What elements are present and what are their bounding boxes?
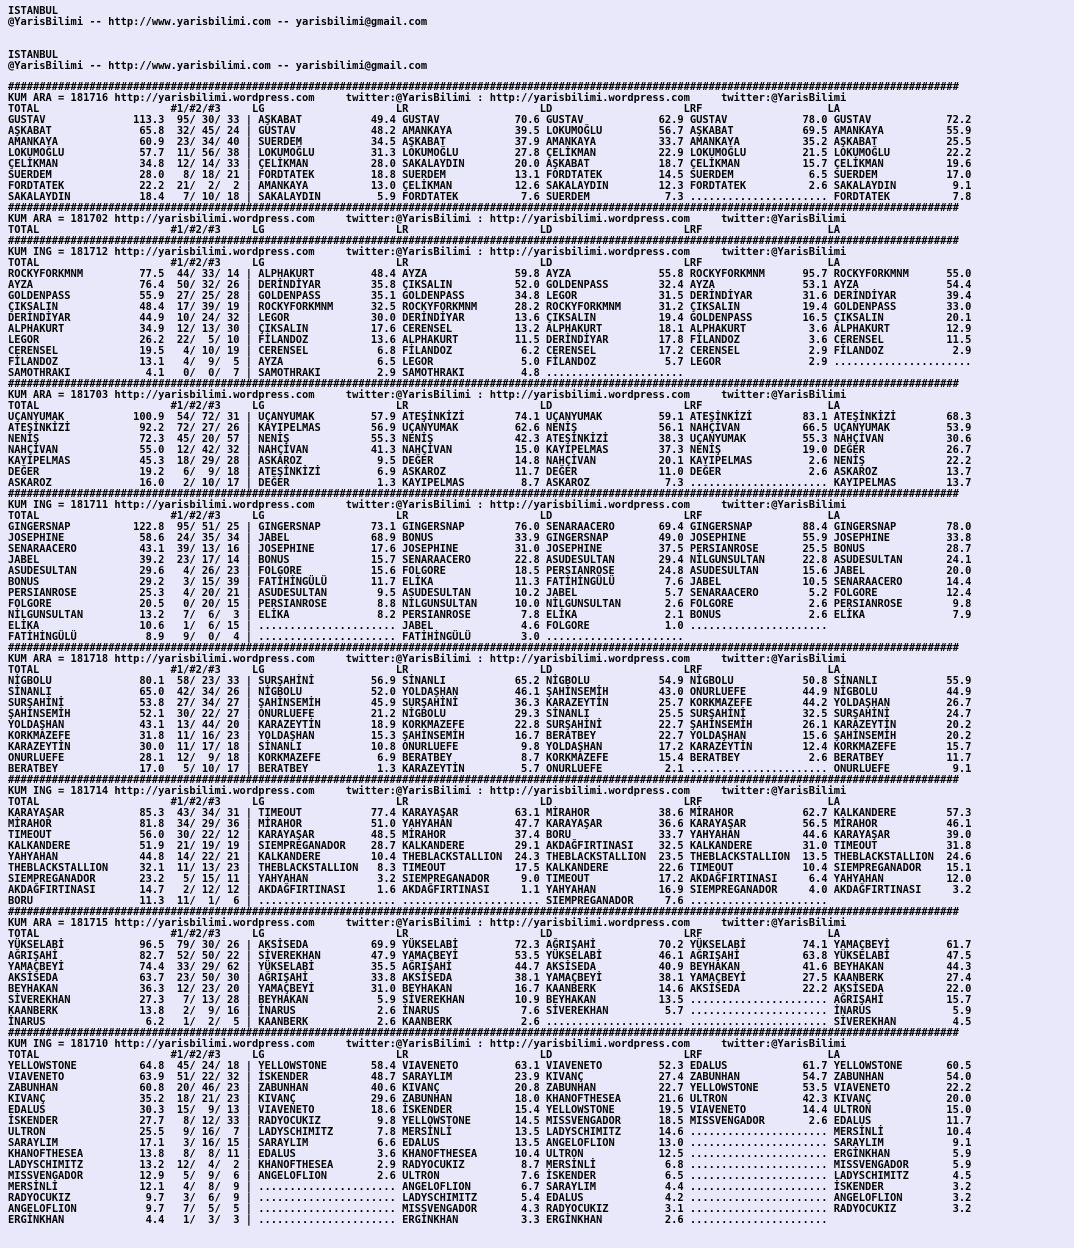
header-block-1 — [8, 6, 1074, 28]
city-title: ISTANBUL — [8, 49, 59, 61]
contact-line: @YarisBilimi -- http://www.yarisbilimi.com -- yarisbilimi@gmail.com — [8, 60, 428, 72]
race-section-kum-ing-181711: ######################################################################################################################################################## KUM ING = 181711 http://yarisbilimi.wordpress.com twitter:@YarisBilimi : http://yarisbilimi.wordpress.com twitter:@YarisBilimi TOTAL #1/#2/#3 LG LR LD LRF LA GINGERSNAP 122.8 95/ 51/ 25 | GINGERSNAP 73.1 GINGERSNAP 76.0 SENARAACERO 69.4 GINGERSNAP 88.4 GINGERSNAP 78.0 JOSEPHINE 58.6 24/ 35/ 34 | JABEL 68.9 BONUS 33.9 GINGERSNAP 49.0 JOSEPHINE 55.9 JOSEPHINE 33.8 SENARAACERO 43.1 39/ 13/ 16 | JOSEPHINE 17.6 JOSEPHINE 31.0 JOSEPHINE 37.5 PERSIANROSE 25.5 BONUS 28.7 JABEL 39.2 23/ 17/ 14 | BONUS 15.7 SENARAACERO 22.8 ASUDESULTAN 29.4 NİLGUNSULTAN 22.8 ASUDESULTAN 24.1 ASUDESULTAN 29.6 4/ 26/ 23 | FOLGORE 15.6 FOLGORE 18.5 PERSIANROSE 24.8 ASUDESULTAN 15.6 JABEL 20.0 BONUS 29.2 3/ 15/ 39 | FATİHİNGÜLÜ 11.7 ELİKA 11.3 FATİHİNGÜLÜ 7.6 JABEL 10.5 SENARAACERO 14.4 PERSIANROSE 25.3 4/ 20/ 21 | ASUDESULTAN 9.5 ASUDESULTAN 10.2 JABEL 5.7 SENARAACERO 5.2 FOLGORE 12.4 FOLGORE 20.5 0/ 20/ 15 | PERSIANROSE 8.8 NİLGUNSULTAN 10.0 NİLGUNSULTAN 2.6 FOLGORE 2.6 PERSIANROSE 9.8 NİLGUNSULTAN 13.2 7/ 6/ 3 | ELİKA 8.2 PERSIANROSE 7.8 ELİKA 2.1 BONUS 2.6 ELİKA 7.9 ELİKA 10.6 1/ 6/ 15 | ...................... JABEL 4.6 FOLGORE 1.0 ...................... FATİHİNGÜLÜ 8.9 9/ 0/ 4 | ...................... FATİHİNGÜLÜ 3.0 ...................... — [8, 488, 972, 643]
spacer — [8, 28, 1074, 50]
city-title: ISTANBUL — [8, 5, 59, 17]
race-section-kum-ing-181710: ######################################################################################################################################################## KUM ING = 181710 http://yarisbilimi.wordpress.com twitter:@YarisBilimi : http://yarisbilimi.wordpress.com twitter:@YarisBilimi TOTAL #1/#2/#3 LG LR LD LRF LA YELLOWSTONE 64.8 45/ 24/ 18 | YELLOWSTONE 58.4 VIAVENETO 63.1 VIAVENETO 52.3 EDALUS 61.7 YELLOWSTONE 60.5 VIAVENETO 63.9 51/ 22/ 32 | İSKENDER 48.7 SARAYLIM 23.9 KIVANÇ 27.4 ZABUNHAN 54.7 ZABUNHAN 54.0 ZABUNHAN 60.8 20/ 46/ 23 | ZABUNHAN 40.6 KIVANÇ 20.8 ZABUNHAN 22.7 YELLOWSTONE 53.5 VIAVENETO 22.2 KIVANÇ 35.2 18/ 21/ 23 | KIVANÇ 29.6 ZABUNHAN 18.0 KHANOFTHESEA 21.6 ULTRON 42.3 KIVANÇ 20.0 EDALUS 30.3 15/ 9/ 13 | VIAVENETO 18.6 İSKENDER 15.4 YELLOWSTONE 19.5 VIAVENETO 14.4 ULTRON 15.0 İSKENDER 27.7 8/ 12/ 33 | RADYOCUKIZ 9.8 YELLOWSTONE 14.5 MISSVENGADOR 18.5 MISSVENGADOR 2.6 EDALUS 11.7 ULTRON 25.5 9/ 16/ 7 | LADYSCHIMITZ 7.8 MERSİNLİ 13.5 LADYSCHIMITZ 14.6 ...................... MERSİNLİ 10.4 SARAYLIM 17.1 3/ 16/ 15 | SARAYLIM 6.6 EDALUS 13.5 ANGELOFLION 13.0 ...................... SARAYLIM 9.1 KHANOFTHESEA 13.8 8/ 8/ 11 | EDALUS 3.6 KHANOFTHESEA 10.4 ULTRON 12.5 ...................... ERGİNKHAN 5.9 LADYSCHIMITZ 13.2 12/ 4/ 2 | KHANOFTHESEA 2.9 RADYOCUKIZ 8.7 MERSİNLİ 6.8 ...................... MISSVENGADOR 5.9 MISSVENGADOR 12.9 5/ 9/ 6 | ANGELOFLION 2.6 ULTRON 7.6 İSKENDER 6.5 ...................... LADYSCHIMITZ 4.5 MERSİNLİ 12.1 4/ 8/ 9 | ...................... ANGELOFLION 6.7 SARAYLIM 4.4 ...................... İSKENDER 3.2 RADYOCUKIZ 9.7 3/ 6/ 9 | ...................... LADYSCHIMITZ 5.4 EDALUS 4.2 ...................... ANGELOFLION 3.2 ANGELOFLION 9.7 7/ 5/ 5 | ...................... MISSVENGADOR 4.3 RADYOCUKIZ 3.1 ...................... RADYOCUKIZ 3.2 ERGİNKHAN 4.4 1/ 3/ 3 | ...................... ERGİNKHAN 3.3 ERGİNKHAN 2.6 ...................... — [8, 1027, 972, 1226]
race-section-kum-ing-181714: ######################################################################################################################################################## KUM ING = 181714 http://yarisbilimi.wordpress.com twitter:@YarisBilimi : http://yarisbilimi.wordpress.com twitter:@YarisBilimi TOTAL #1/#2/#3 LG LR LD LRF LA KARAYAŞAR 85.3 43/ 34/ 31 | TIMEOUT 77.4 KARAYAŞAR 63.1 MİRAHOR 38.6 MİRAHOR 62.7 KALKANDERE 57.3 MİRAHOR 81.8 34/ 29/ 36 | MİRAHOR 51.0 YAHYAHAN 47.7 KARAYAŞAR 36.6 KARAYAŞAR 56.5 MİRAHOR 46.1 TIMEOUT 56.0 30/ 22/ 12 | KARAYAŞAR 48.5 MİRAHOR 37.4 BORU 33.7 YAHYAHAN 44.6 KARAYAŞAR 39.0 KALKANDERE 51.9 21/ 19/ 19 | SIEMPREGANADOR 28.7 KALKANDERE 29.1 AKDAĞFIRTINASI 32.5 KALKANDERE 31.0 TIMEOUT 31.8 YAHYAHAN 44.8 14/ 22/ 21 | KALKANDERE 10.4 THEBLACKSTALLION 24.3 THEBLACKSTALLION 23.5 THEBLACKSTALLION 13.5 THEBLACKSTALLION 24.6 THEBLACKSTALLION 32.1 11/ 13/ 23 | THEBLACKSTALLION 8.3 TIMEOUT 17.5 KALKANDERE 22.6 TIMEOUT 10.4 SIEMPREGANADOR 15.1 SIEMPREGANADOR 23.2 5/ 15/ 11 | YAHYAHAN 3.2 SIEMPREGANADOR 9.0 TIMEOUT 17.2 AKDAĞFIRTINASI 6.4 YAHYAHAN 12.0 AKDAĞFIRTINASI 14.7 2/ 12/ 12 | AKDAĞFIRTINASI 1.6 AKDAĞFIRTINASI 1.1 YAHYAHAN 16.9 SIEMPREGANADOR 4.0 AKDAĞFIRTINASI 3.2 BORU 11.3 11/ 1/ 6 | ...................... ...................... SIEMPREGANADOR 7.6 ...................... — [8, 774, 972, 907]
race-section-kum-ara-181715: ######################################################################################################################################################## KUM ARA = 181715 http://yarisbilimi.wordpress.com twitter:@YarisBilimi : http://yarisbilimi.wordpress.com twitter:@YarisBilimi TOTAL #1/#2/#3 LG LR LD LRF LA YÜKSELABİ 96.5 79/ 30/ 26 | AKSİSEDA 69.9 YÜKSELABİ 72.3 AĞRIŞAHİ 70.2 YÜKSELABİ 74.1 YAMAÇBEYİ 61.7 AĞRIŞAHİ 82.7 52/ 50/ 22 | SİVEREKHAN 47.9 YAMAÇBEYİ 53.5 YÜKSELABİ 46.1 AĞRIŞAHİ 63.8 YÜKSELABİ 47.5 YAMAÇBEYİ 74.4 33/ 29/ 62 | YÜKSELABİ 35.5 AĞRIŞAHİ 44.7 AKSİSEDA 40.9 BEYHAKAN 41.6 BEYHAKAN 44.3 AKSİSEDA 63.7 23/ 50/ 30 | AĞRIŞAHİ 33.8 AKSİSEDA 38.1 YAMAÇBEYİ 38.1 YAMAÇBEYİ 27.5 KAANBERK 27.4 BEYHAKAN 36.3 12/ 23/ 20 | YAMAÇBEYİ 31.0 BEYHAKAN 16.7 KAANBERK 14.6 AKSİSEDA 22.2 AKSİSEDA 22.0 SİVEREKHAN 27.3 7/ 13/ 28 | BEYHAKAN 5.9 SİVEREKHAN 10.9 BEYHAKAN 13.5 ...................... AĞRIŞAHİ 15.7 KAANBERK 13.8 2/ 9/ 16 | İNARUS 2.6 İNARUS 7.6 SİVEREKHAN 5.7 ...................... İNARUS 5.9 İNARUS 6.2 1/ 2/ 5 | KAANBERK 2.6 KAANBERK 2.6 ...................... ...................... SİVEREKHAN 4.5 — [8, 906, 972, 1028]
race-section-kum-ara-181718: ######################################################################################################################################################## KUM ARA = 181718 http://yarisbilimi.wordpress.com twitter:@YarisBilimi : http://yarisbilimi.wordpress.com twitter:@YarisBilimi TOTAL #1/#2/#3 LG LR LD LRF LA NİGBOLU 80.1 58/ 23/ 33 | SURŞAHİNİ 56.9 SİNANLI 65.2 NİGBOLU 54.9 NİGBOLU 50.8 SİNANLI 55.9 SİNANLI 65.0 42/ 34/ 26 | NİGBOLU 52.0 YOLDAŞHAN 46.1 ŞAHİNSEMİH 43.0 ONURLUEFE 44.9 NİGBOLU 44.9 SURŞAHİNİ 53.8 27/ 34/ 27 | ŞAHİNSEMİH 45.9 SURŞAHİNİ 36.3 KARAZEYTİN 25.7 KORKMAZEFE 44.2 YOLDAŞHAN 26.7 ŞAHİNSEMİH 52.1 30/ 22/ 27 | ONURLUEFE 21.2 NİGBOLU 29.3 SİNANLI 25.5 SURŞAHİNİ 32.5 SURŞAHİNİ 24.7 YOLDAŞHAN 43.1 13/ 44/ 20 | KARAZEYTİN 18.9 KORKMAZEFE 22.8 SURŞAHİNİ 22.7 ŞAHİNSEMİH 26.1 KARAZEYTİN 20.2 KORKMAZEFE 31.8 11/ 16/ 23 | YOLDAŞHAN 15.3 ŞAHİNSEMİH 16.7 BERATBEY 22.7 YOLDAŞHAN 15.6 ŞAHİNSEMİH 20.2 KARAZEYTİN 30.0 11/ 17/ 18 | SİNANLI 10.8 ONURLUEFE 9.8 YOLDAŞHAN 17.2 KARAZEYTİN 12.4 KORKMAZEFE 15.7 ONURLUEFE 28.1 12/ 9/ 18 | KORKMAZEFE 6.9 BERATBEY 8.7 KORKMAZEFE 15.4 BERATBEY 2.6 BERATBEY 11.7 BERATBEY 17.0 5/ 10/ 17 | BERATBEY 1.3 KARAZEYTİN 5.7 ONURLUEFE 2.1 ...................... ONURLUEFE 9.1 — [8, 642, 972, 775]
race-section-kum-ara-181703: ######################################################################################################################################################## KUM ARA = 181703 http://yarisbilimi.wordpress.com twitter:@YarisBilimi : http://yarisbilimi.wordpress.com twitter:@YarisBilimi TOTAL #1/#2/#3 LG LR LD LRF LA UÇANYUMAK 100.9 54/ 72/ 31 | UÇANYUMAK 57.9 ATEŞİNKİZİ 74.1 UÇANYUMAK 59.1 ATEŞİNKİZİ 83.1 ATEŞİNKİZİ 68.3 ATEŞİNKİZİ 92.2 72/ 27/ 26 | KAYIPELMAS 56.9 UÇANYUMAK 62.6 NENİŞ 56.1 NAHÇİVAN 66.5 UÇANYUMAK 53.9 NENİŞ 72.3 45/ 20/ 57 | NENİŞ 55.3 NENİŞ 42.3 ATEŞİNKİZİ 38.3 UÇANYUMAK 55.3 NAHÇİVAN 30.6 NAHÇİVAN 55.0 12/ 42/ 32 | NAHÇİVAN 41.3 NAHÇİVAN 15.0 KAYIPELMAS 37.3 NENİŞ 19.0 DEĞER 26.7 KAYIPELMAS 45.3 18/ 29/ 28 | ASKAROZ 9.5 DEĞER 14.8 NAHÇİVAN 20.1 KAYIPELMAS 2.6 NENİŞ 22.2 DEĞER 19.2 6/ 9/ 18 | ATEŞİNKİZİ 6.9 ASKAROZ 11.7 DEĞER 11.0 DEĞER 2.6 ASKAROZ 13.7 ASKAROZ 16.0 2/ 10/ 17 | DEĞER 1.3 KAYIPELMAS 8.7 ASKAROZ 7.3 ...................... KAYIPELMAS 13.7 — [8, 378, 972, 489]
contact-line: @YarisBilimi -- http://www.yarisbilimi.com -- yarisbilimi@gmail.com — [8, 16, 428, 28]
race-section-kum-ara-181716: ######################################################################################################################################################## KUM ARA = 181716 http://yarisbilimi.wordpress.com twitter:@YarisBilimi : http://yarisbilimi.wordpress.com twitter:@YarisBilimi TOTAL #1/#2/#3 LG LR LD LRF LA GUSTAV 113.3 95/ 30/ 33 | AŞKABAT 49.4 GUSTAV 70.6 GUSTAV 62.9 GUSTAV 78.0 GUSTAV 72.2 AŞKABAT 65.8 32/ 45/ 24 | GUSTAV 48.2 AMANKAYA 39.5 LOKUMOĞLU 56.7 AŞKABAT 69.5 AMANKAYA 55.9 AMANKAYA 60.9 23/ 34/ 40 | SUERDEM 34.5 AŞKABAT 37.9 AMANKAYA 33.7 AMANKAYA 35.2 AŞKABAT 25.5 LOKUMOĞLU 57.7 11/ 56/ 38 | LOKUMOĞLU 31.3 LOKUMOĞLU 27.8 ÇELİKMAN 22.9 LOKUMOĞLU 21.5 LOKUMOĞLU 22.2 ÇELİKMAN 34.8 12/ 14/ 33 | ÇELİKMAN 28.0 SAKALAYDIN 20.0 AŞKABAT 18.7 ÇELİKMAN 15.7 ÇELİKMAN 19.6 SUERDEM 28.0 8/ 18/ 21 | FORDTATEK 18.8 SUERDEM 13.1 FORDTATEK 14.5 SUERDEM 6.5 SUERDEM 17.0 FORDTATEK 22.2 21/ 2/ 2 | AMANKAYA 13.0 ÇELİKMAN 12.6 SAKALAYDIN 12.3 FORDTATEK 2.6 SAKALAYDIN 9.1 SAKALAYDIN 18.4 7/ 10/ 18 | SAKALAYDIN 5.9 FORDTATEK 7.6 SUERDEM 7.3 ...................... FORDTATEK 7.8 — [8, 81, 972, 203]
header-block-2 — [8, 50, 1074, 72]
race-section-kum-ara-181702: ######################################################################################################################################################## KUM ARA = 181702 http://yarisbilimi.wordpress.com twitter:@YarisBilimi : http://yarisbilimi.wordpress.com twitter:@YarisBilimi TOTAL #1/#2/#3 LG LR LD LRF LA — [8, 202, 959, 236]
race-section-kum-ing-181712: ######################################################################################################################################################## KUM ING = 181712 http://yarisbilimi.wordpress.com twitter:@YarisBilimi : http://yarisbilimi.wordpress.com twitter:@YarisBilimi TOTAL #1/#2/#3 LG LR LD LRF LA ROCKYFORKMNM 77.5 44/ 33/ 14 | ALPHAKURT 48.4 AYZA 59.8 AYZA 55.8 ROCKYFORKMNM 95.7 ROCKYFORKMNM 55.0 AYZA 76.4 50/ 32/ 26 | DERİNDİYAR 35.8 ÇIKSALIN 52.0 GOLDENPASS 32.4 AYZA 53.1 AYZA 54.4 GOLDENPASS 55.9 27/ 25/ 28 | GOLDENPASS 35.1 GOLDENPASS 34.8 LEGOR 31.5 DERİNDİYAR 31.6 DERİNDİYAR 39.4 ÇIKSALIN 48.4 17/ 39/ 19 | ROCKYFORKMNM 32.5 ROCKYFORKMNM 28.2 ROCKYFORKMNM 31.2 ÇIKSALIN 19.4 GOLDENPASS 33.0 DERİNDİYAR 44.9 10/ 24/ 32 | LEGOR 30.0 DERİNDİYAR 13.6 ÇIKSALIN 19.4 GOLDENPASS 16.5 ÇIKSALIN 20.1 ALPHAKURT 34.9 12/ 13/ 30 | ÇIKSALIN 17.6 CERENSEL 13.2 ALPHAKURT 18.1 ALPHAKURT 3.6 ALPHAKURT 12.9 LEGOR 26.2 22/ 5/ 10 | FİLANDOZ 13.6 ALPHAKURT 11.5 DERİNDİYAR 17.8 FİLANDOZ 3.6 CERENSEL 11.5 CERENSEL 19.5 4/ 10/ 19 | CERENSEL 6.8 FİLANDOZ 6.2 CERENSEL 17.2 CERENSEL 2.9 FİLANDOZ 2.9 FİLANDOZ 13.1 4/ 9/ 5 | AYZA 6.5 LEGOR 5.0 FİLANDOZ 5.7 LEGOR 2.9 ...................... SAMOTHRAKI 4.1 0/ 0/ 7 | SAMOTHRAKI 2.9 SAMOTHRAKI 4.8 ...................... — [8, 235, 972, 379]
